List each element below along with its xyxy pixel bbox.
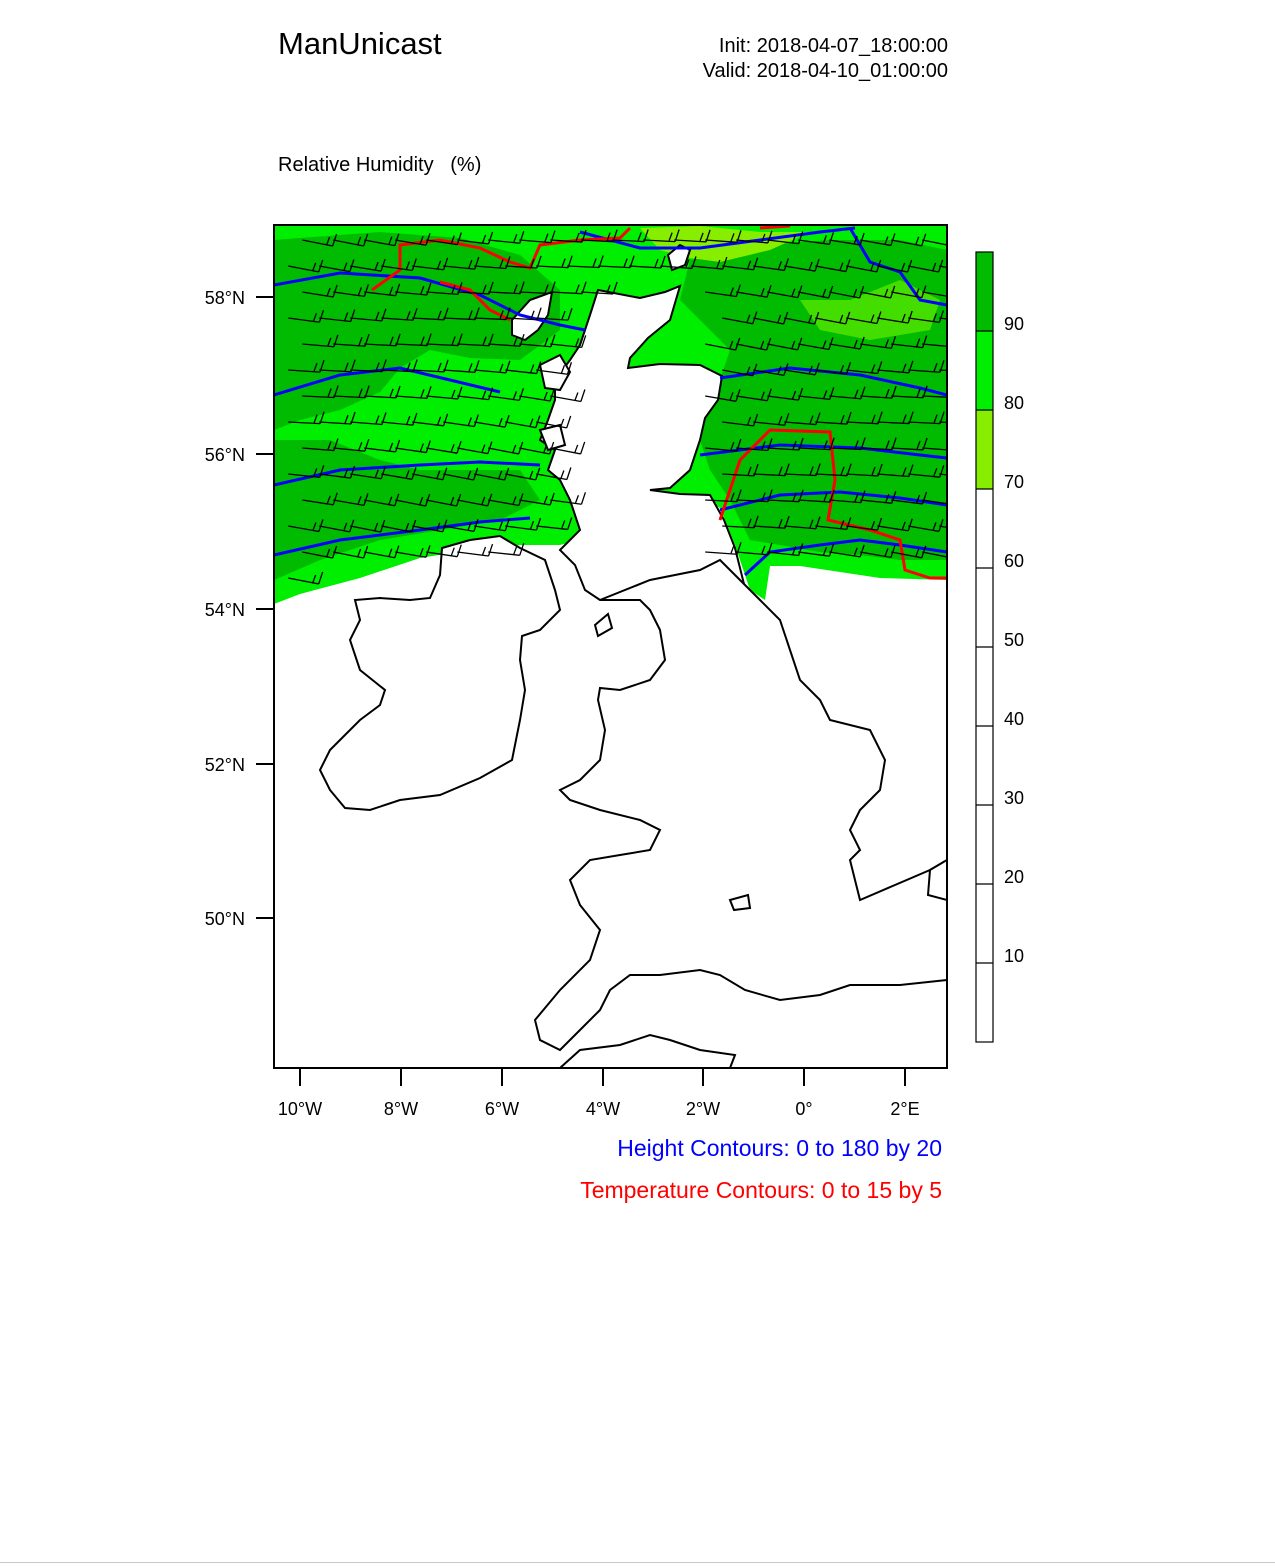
lon-tick-label: 6°W [484, 1099, 520, 1119]
wind-barb-flag [978, 496, 981, 504]
wind-barb-flag [954, 386, 958, 398]
lon-axis [300, 1068, 905, 1086]
colorbar-label: 30 [1004, 788, 1025, 808]
wind-barb-flag [970, 260, 974, 272]
wind-barb-flag [965, 313, 968, 321]
wind-barb-flag [964, 523, 967, 531]
wind-barb-flag [948, 389, 951, 397]
wind-barb-shaft [953, 552, 983, 558]
wind-barb-shaft [953, 500, 984, 505]
wind-barb-flag [965, 415, 968, 423]
colorbar-label: 90 [1004, 314, 1025, 334]
isle-of-man [595, 614, 612, 636]
colorbar-box-above-90 [976, 252, 993, 331]
wind-barb-flag [978, 237, 981, 245]
lat-tick-label: 58°N [204, 288, 245, 308]
lon-tick-label: 8°W [383, 1099, 419, 1119]
colorbar-label: 50 [1004, 630, 1025, 650]
colorbar [976, 252, 993, 1042]
init-time: Init: 2018-04-07_18:00:00 [718, 35, 948, 57]
colorbar-label: 80 [1004, 393, 1025, 413]
lon-tick-label: 10°W [277, 1099, 323, 1119]
wind-barb-flag [953, 493, 957, 505]
lat-axis [256, 297, 274, 918]
colorbar-label: 10 [1004, 946, 1025, 966]
colorbar-label: 20 [1004, 867, 1025, 887]
colorbar-label: 70 [1004, 472, 1025, 492]
colorbar-label: 40 [1004, 709, 1025, 729]
colorbar-box-70-80 [976, 410, 993, 489]
map-content [274, 225, 989, 1068]
france-north-coast [928, 860, 947, 900]
lon-tick-label: 0° [795, 1099, 813, 1119]
temp-contour-note: Temperature Contours: 0 to 15 by 5 [580, 1177, 942, 1203]
colorbar-box-80-90 [976, 331, 993, 410]
temp-contour-4 [760, 226, 790, 228]
wind-barb-flag [978, 549, 981, 557]
france-coast [560, 1035, 735, 1068]
lat-tick-label: 52°N [204, 755, 245, 775]
page-bottom-rule [0, 1562, 1275, 1563]
wind-barb-flag [971, 466, 975, 478]
wind-barb-flag [948, 441, 951, 449]
chart-title: ManUnicast [278, 26, 442, 61]
height-contour-note: Height Contours: 0 to 180 by 20 [617, 1135, 942, 1161]
lon-tick-label: 2°W [685, 1099, 721, 1119]
wind-barb-flag [953, 285, 957, 297]
wind-barb-shaft [953, 240, 983, 246]
wind-barb-flag [984, 493, 988, 505]
wind-barb-flag [964, 263, 967, 271]
lat-tick-label: 54°N [204, 600, 245, 620]
wind-barb-flag [984, 546, 988, 558]
wind-barb-flag [971, 360, 975, 372]
lat-tick-label: 56°N [204, 445, 245, 465]
lat-tick-label: 50°N [204, 909, 245, 929]
colorbar-label: 60 [1004, 551, 1025, 571]
valid-time: Valid: 2018-04-10_01:00:00 [702, 60, 948, 82]
lon-tick-label: 2°E [890, 1099, 920, 1119]
wind-barb-flag [971, 310, 975, 322]
wind-barb-flag [971, 412, 975, 424]
wind-barb-flag [954, 335, 958, 347]
wind-barb-flag [953, 234, 957, 246]
lon-tick-label: 4°W [585, 1099, 621, 1119]
wind-barb-flag [970, 520, 974, 532]
wind-barb-flag [953, 546, 957, 558]
wind-barb-flag [954, 438, 958, 450]
wind-barb-flag [948, 338, 951, 346]
wind-barb-flag [965, 469, 968, 477]
var-humidity: Relative Humidity (%) [278, 154, 482, 176]
wind-barb-flag [965, 363, 968, 371]
wind-barb-flag [984, 234, 988, 246]
